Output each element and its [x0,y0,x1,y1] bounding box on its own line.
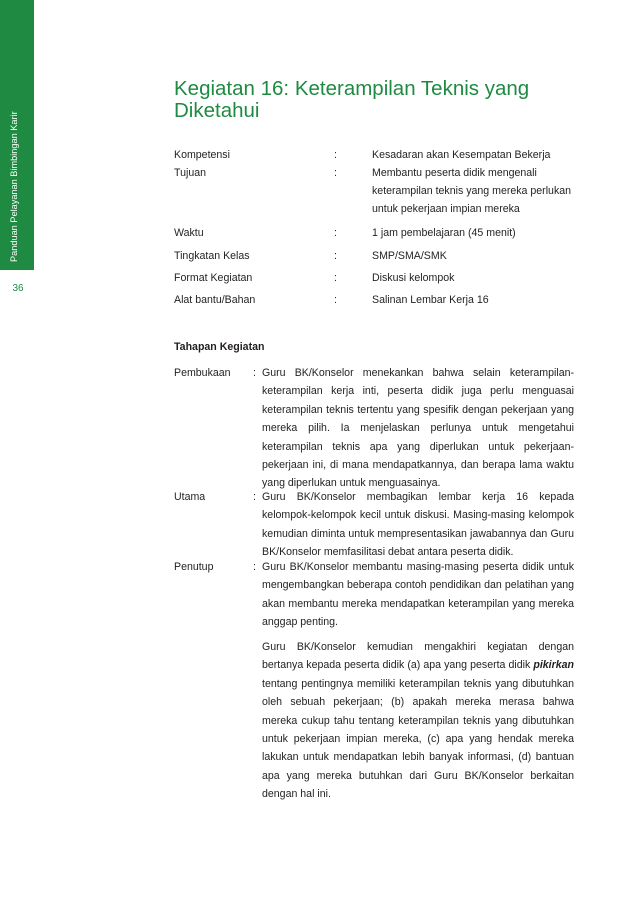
detail-label: Alat bantu/Bahan [174,294,256,306]
detail-colon: : [334,227,337,239]
closing-paragraph [262,638,574,804]
detail-label: Format Kegiatan [174,272,253,284]
step-text-utama: Guru BK/Konselor membagikan lembar kerja 16 kepada kelompok-kelompok kecil untuk diskusi. Masing-masing kelompok kemudian diminta untuk mempresentasikan jawabannya dan Guru BK/Konselor memfasilitasi debat antara peserta didik. [262,491,574,559]
detail-label: Kompetensi [174,149,230,161]
detail-colon: : [334,250,337,262]
detail-value: Kesadaran akan Kesempatan Bekerja [372,149,551,161]
step-label-penutup: Penutup [174,561,214,573]
detail-colon: : [334,272,337,284]
emphasis-word: pikirkan [533,659,574,672]
detail-value: Diskusi kelompok [372,272,455,284]
activity-title: Kegiatan 16: Keterampilan Teknis yang Diketahui [174,77,530,122]
step-colon: : [253,491,256,503]
step-label-utama: Utama [174,491,206,503]
detail-colon: : [334,294,337,306]
detail-value: 1 jam pembelajaran (45 menit) [372,227,516,239]
detail-colon: : [334,149,337,161]
page-number: 36 [12,283,24,294]
detail-label: Waktu [174,227,204,239]
detail-label: Tingkatan Kelas [174,250,250,262]
step-label-pembukaan: Pembukaan [174,367,231,379]
detail-colon: : [334,167,337,179]
running-title: Panduan Pelayanan Bimbingan Karir [9,111,19,262]
step-colon: : [253,561,256,573]
closing-text-start: Guru BK/Konselor kemudian mengakhiri kegiatan dengan bertanya kepada peserta didik (a) apa yang peserta didik [262,641,574,672]
step-colon: : [253,367,256,379]
detail-value: SMP/SMA/SMK [372,250,447,262]
section-heading: Tahapan Kegiatan [174,341,265,353]
detail-value: Salinan Lembar Kerja 16 [372,294,489,306]
step-text-penutup: Guru BK/Konselor membantu masing-masing peserta didik untuk mengembangkan beberapa contoh pendidikan dan pelatihan yang akan membantu mereka mendapatkan keterampilan yang mereka anggap penting. [262,561,574,629]
closing-text-end: tentang pentingnya memiliki keterampilan teknis yang dibutuhkan oleh sebuah pekerjaan; (b) apakah mereka merasa bahwa mereka cukup tahu tentang keterampilan teknis yang dibutuhkan untuk pekerjaan impian mereka, (c) apa yang hendak mereka lakukan untuk mendapatkan lebih banyak informasi, (d) bantuan apa yang mereka butuhkan dari Guru BK/Konselor berkaitan dengan hal ini. [262,677,574,801]
step-text-pembukaan: Guru BK/Konselor menekankan bahwa selain keterampilan-keterampilan kerja inti, peserta didik juga perlu menguasai keterampilan teknis tertentu yang spesifik dengan pekerjaan yang mereka pilih. Ia menjelaskan perlunya untuk mengetahui keterampilan teknis apa yang diperlukan untuk pekerjaan-pekerjaan ini, di mana mendapatkannya, dan berapa lama waktu yang diperlukan untuk menguasainya. [262,367,574,490]
detail-label: Tujuan [174,167,206,179]
detail-value: Membantu peserta didik mengenali keterampilan teknis yang mereka perlukan untuk pekerjaan impian mereka [372,167,572,215]
